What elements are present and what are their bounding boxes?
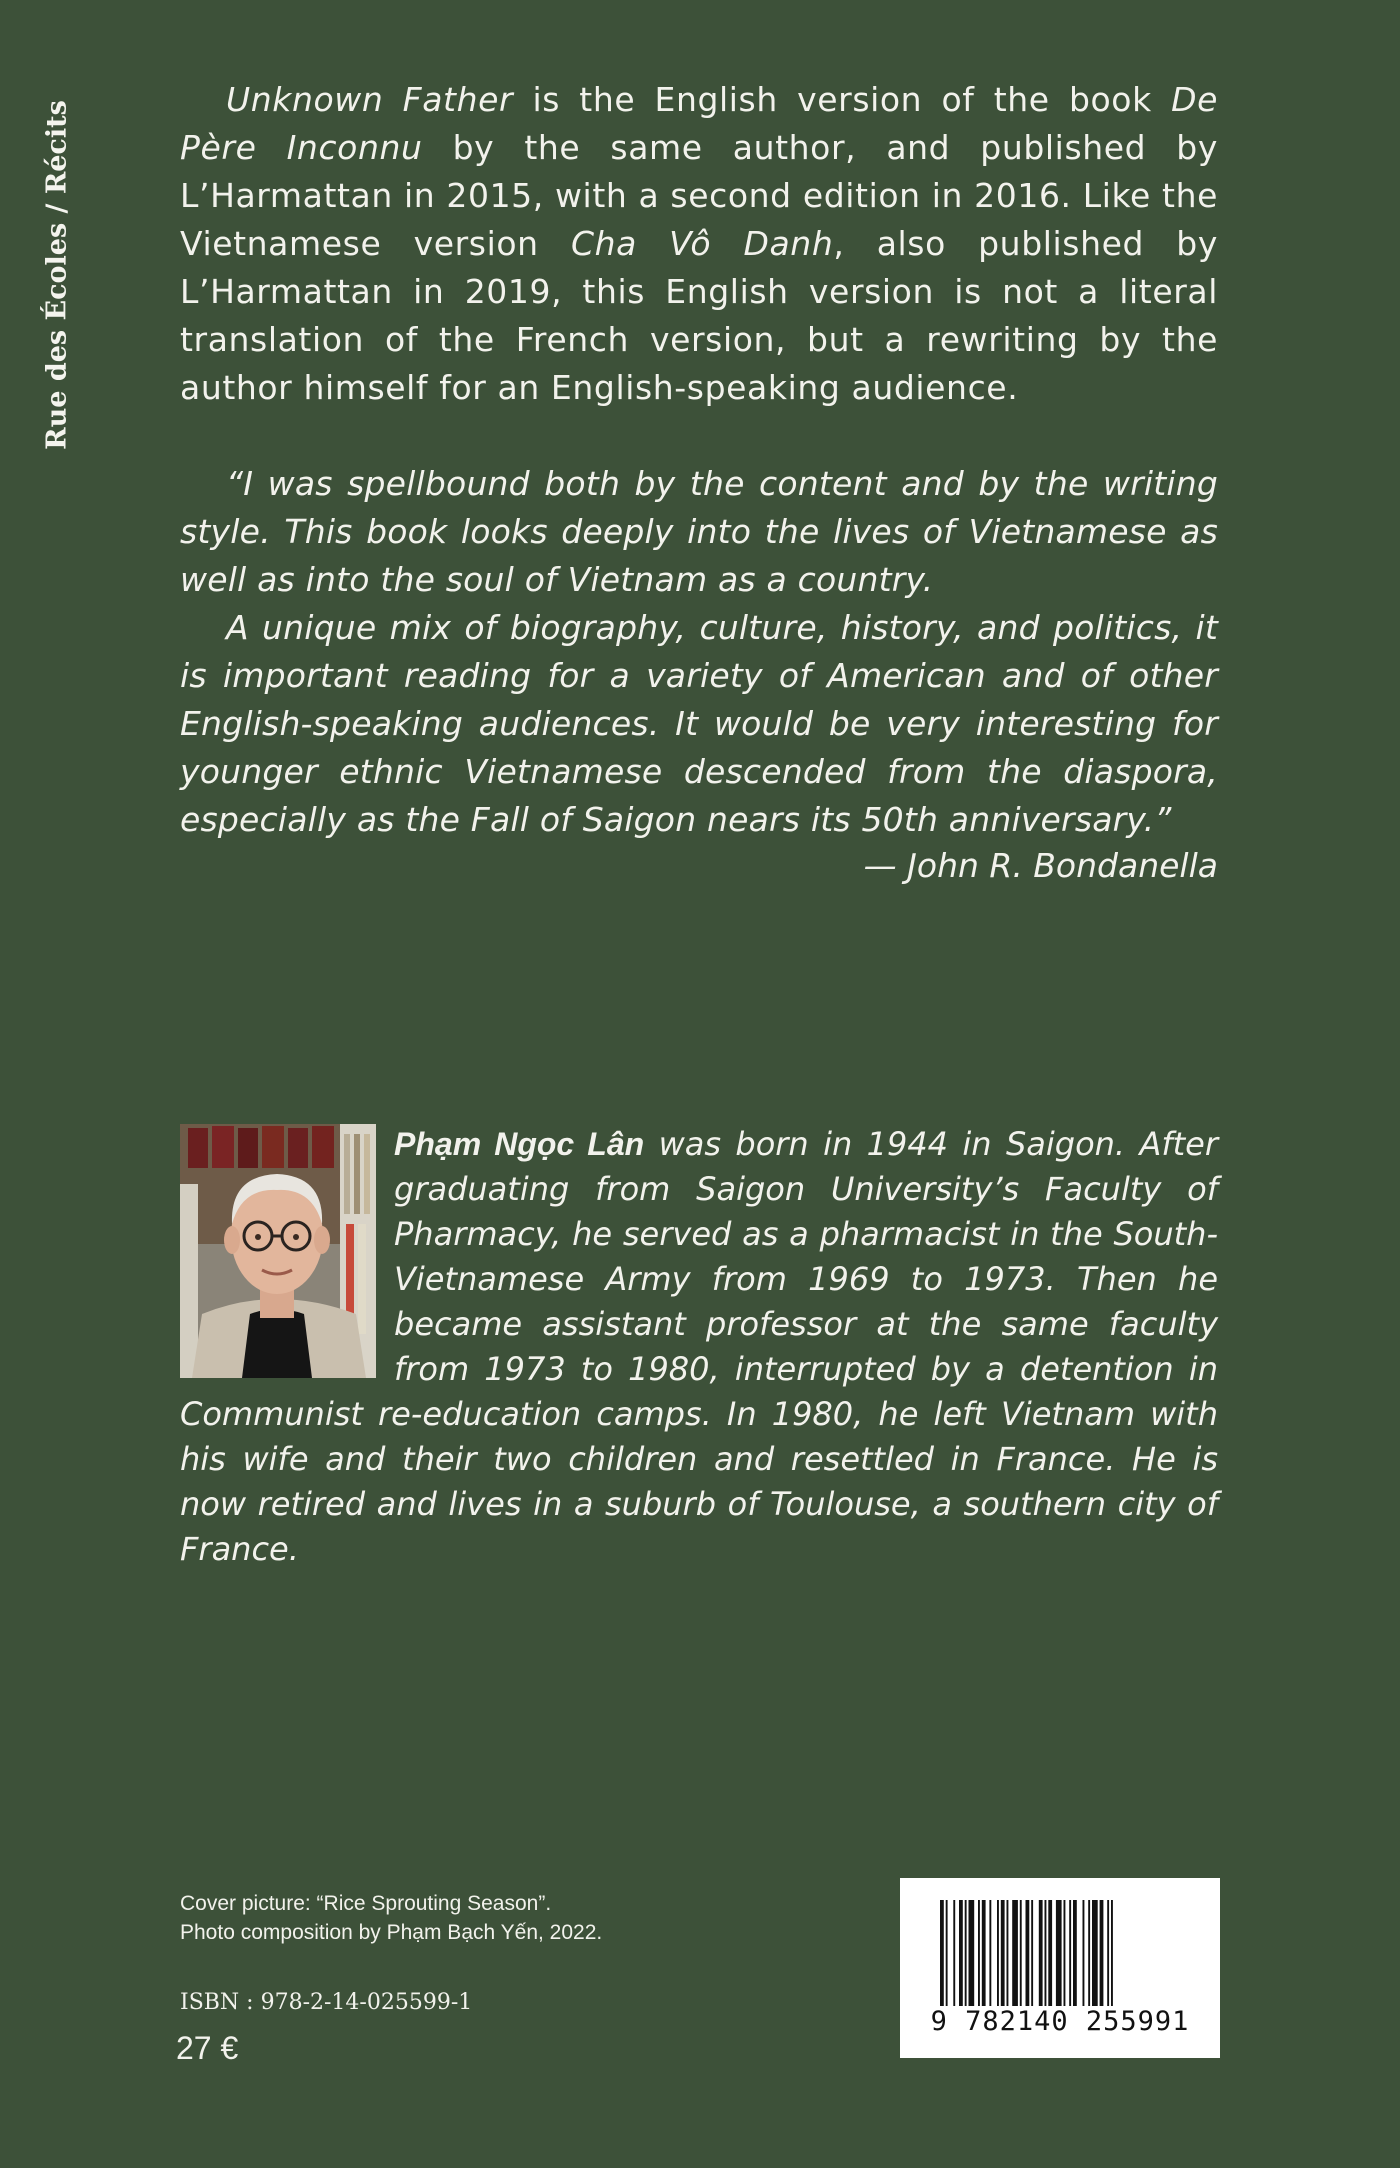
photo-composition-credit: Photo composition by Phạm Bạch Yến, 2022.	[180, 1921, 603, 1944]
barcode-bar	[978, 1900, 980, 2006]
barcode-bar	[969, 1900, 975, 2006]
barcode-bar	[1048, 1900, 1052, 2006]
quote-attribution: — John R. Bondanella	[863, 846, 1218, 885]
barcode-bar	[940, 1900, 944, 2006]
author-bio-text: was born in 1944 in Saigon. After graduating from Saigon University’s Faculty of Pharmacy, he served as a pharmacist in the South-Vietnamese Army from 1969 to 1973. Then he became assistant professor at the same faculty from 1973 to 1980, interrupted by a detention in Communist re-education camps. In 1980, he left Vietnam with his wife and their two children and resettled in France. He is now retired and lives in a suburb of Toulouse, a southern city of France.	[180, 1125, 1219, 1568]
barcode-bar	[1083, 1900, 1085, 2006]
spine-series-label	[22, 90, 92, 460]
isbn: ISBN : 978-2-14-025599-1	[180, 1990, 473, 2015]
quote-paragraph-1: “I was spellbound both by the content and by the writing style. This book looks deeply into the lives of Vietnamese as well as into the soul of Vietnam as a country.	[180, 464, 1218, 599]
title-vietnamese: Cha Vô Danh	[570, 224, 834, 263]
intro-text-3: , also published by L’Harmattan in 2019, this English version is not a literal translation of the French version, but a rewriting by the author himself for an English-speaking audience.	[180, 224, 1218, 407]
barcode-bar	[1039, 1900, 1043, 2006]
barcode-bar	[953, 1900, 955, 2006]
intro-text-2: by the same author, and published by L’Harmattan in 2015, with a second edition in 2016. Like the Vietnamese version	[180, 128, 1218, 263]
barcode-bar	[1069, 1900, 1071, 2006]
quote-paragraph-2: A unique mix of biography, culture, history, and politics, it is important reading for a variety of American and of other English-speaking audiences. It would be very interesting for younger ethnic Vietnamese descended from the diaspora, especially as the Fall of Saigon nears its 50th anniversary.”	[180, 608, 1218, 839]
title-french: De Père Inconnu	[180, 80, 1218, 167]
barcode-bar	[1020, 1900, 1022, 2006]
barcode-bar	[959, 1900, 963, 2006]
barcode-bar	[946, 1900, 948, 2006]
review-quote	[180, 460, 1218, 844]
barcode-bar	[1107, 1900, 1109, 2006]
cover-picture-credit: Cover picture: “Rice Sprouting Season”.	[180, 1892, 552, 1915]
barcode-bar	[965, 1900, 967, 2006]
title-english: Unknown Father	[226, 80, 514, 119]
barcode-bar	[1007, 1900, 1009, 2006]
barcode-bar	[1088, 1900, 1090, 2006]
intro-paragraph	[180, 76, 1218, 412]
author-bio	[180, 1122, 1218, 1572]
barcode-bar	[1064, 1900, 1066, 2006]
barcode-bar	[1026, 1900, 1030, 2006]
barcode-bar	[997, 1900, 999, 2006]
barcode-bar	[1056, 1900, 1062, 2006]
author-photo	[180, 1124, 376, 1378]
barcode-bar	[989, 1900, 991, 2006]
barcode-bar	[1012, 1900, 1018, 2006]
barcode-bar	[1073, 1900, 1077, 2006]
barcode-bars	[940, 1900, 1180, 2006]
barcode-bar	[1031, 1900, 1033, 2006]
barcode	[900, 1878, 1220, 2058]
barcode-bar	[1111, 1900, 1113, 2006]
price: 27 €	[176, 2030, 239, 2066]
barcode-bar	[1092, 1900, 1098, 2006]
barcode-bar	[1001, 1900, 1005, 2006]
author-name: Phạm Ngọc Lân	[394, 1126, 645, 1162]
barcode-digits: 9 782140 255991	[930, 2006, 1190, 2037]
barcode-bar	[1100, 1900, 1104, 2006]
intro-text-1: is the English version of the book	[513, 80, 1172, 119]
barcode-bar	[1045, 1900, 1047, 2006]
barcode-bar	[982, 1900, 986, 2006]
series-label-text: Rue des Écoles / Récits	[41, 100, 73, 450]
